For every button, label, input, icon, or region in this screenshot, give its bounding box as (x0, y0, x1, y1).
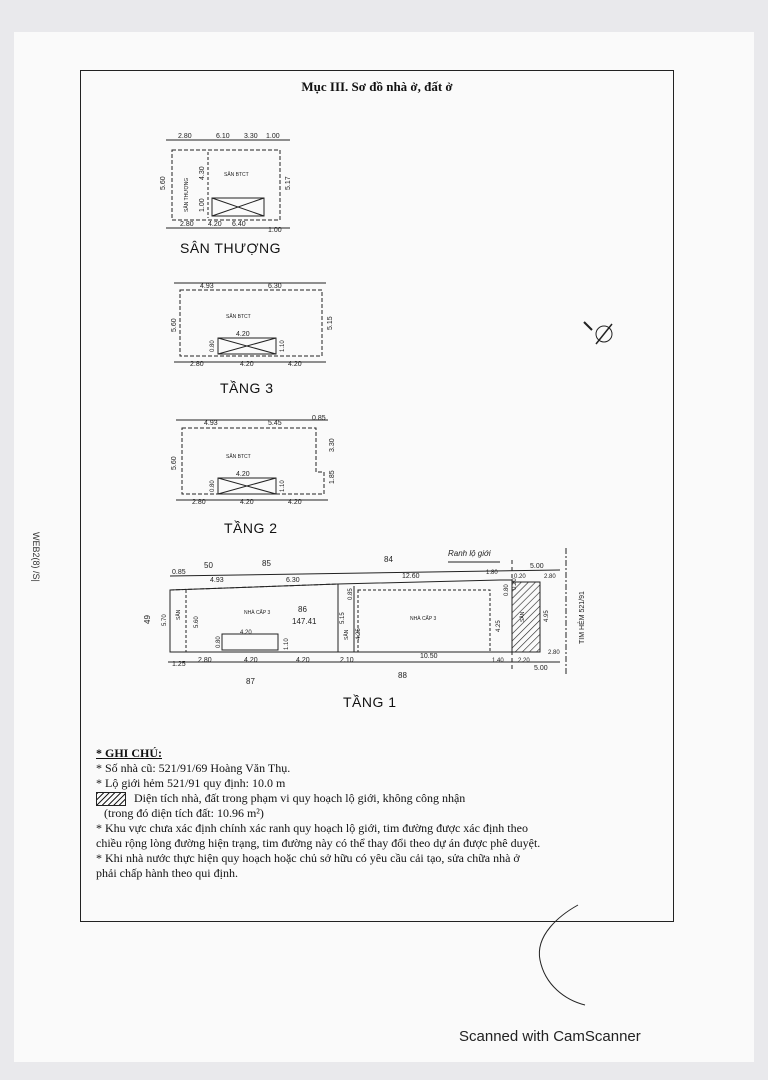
f1-inner-dim-2: 5.60 (194, 616, 200, 628)
f1-bottom-dim-1: 1.25 (172, 661, 186, 668)
roof-top-dim-4: 1.00 (266, 133, 280, 140)
notes-heading: * GHI CHÚ: (96, 746, 162, 760)
note4-line1: * Khi nhà nước thực hiện quy hoạch hoặc chủ sở hữu có yêu cầu cải tạo, sửa chữa nhà ở (96, 851, 520, 866)
north-arrow-icon (584, 322, 612, 344)
f1-street-label: TIM HẺM 521/91 (579, 591, 586, 644)
f3-inner-dim-3: 1.10 (280, 340, 286, 352)
f3-side-dim-2: 5.15 (327, 316, 334, 330)
floor2-label: TẦNG 2 (224, 520, 278, 536)
note-old-address: * Số nhà cũ: 521/91/69 Hoàng Văn Thụ. (96, 761, 291, 775)
f1-bottom-dim-4: 4.20 (296, 657, 310, 664)
floor3-plan (171, 283, 334, 368)
note-legend-line1: Diện tích nhà, đất trong phạm vi quy hoạch lộ giới, không công nhận (134, 791, 466, 805)
roof-side-dim-3: 1.00 (199, 198, 206, 212)
note3-line1: * Khu vực chưa xác định chính xác ranh quy hoạch lộ giới, tim đường được xác định theo (96, 821, 528, 836)
f1-inner-dim-7: 0.85 (348, 588, 354, 600)
f1-neighbor-plot-6: 87 (246, 677, 255, 686)
note-road-width: * Lộ giới hẻm 521/91 quy định: 10.0 m (96, 776, 286, 790)
f2-side-dim-2: 3.30 (329, 438, 336, 452)
f1-top-dim-3: 6.30 (286, 577, 300, 584)
f3-side-dim-1: 5.60 (171, 318, 178, 332)
f2-inner-dim-3: 1.10 (280, 480, 286, 492)
f1-top-dim-8: 5.00 (530, 563, 544, 570)
floor1-label: TẦNG 1 (343, 694, 397, 710)
f1-neighbor-plot-3: 84 (384, 555, 393, 564)
f1-neighbor-plot-5: 86 (298, 605, 307, 614)
roof-floor-label: SÂN THƯỢNG (180, 240, 282, 256)
note-legend (96, 791, 666, 806)
roof-bottom-dim-4: 1.00 (268, 227, 282, 234)
f1-top-dim-6: 0.20 (514, 574, 526, 580)
f1-neighbor-plot-4: 49 (143, 615, 152, 624)
roof-bottom-dim-2: 4.20 (208, 221, 222, 228)
f1-room-label-2: NHÀ CẤP 3 (410, 616, 437, 622)
roof-top-dim-3: 3.30 (244, 133, 258, 140)
f3-inner-dim-2: 0.80 (210, 340, 216, 352)
f1-bottom-dim-7: 1.40 (492, 658, 504, 664)
f3-inner-dim-1: 4.20 (236, 331, 250, 338)
f1-bottom-dim-6: 10.50 (420, 653, 438, 660)
note3-line2: chiều rộng lòng đường hiện trạng, tim đường này có thể thay đổi theo dự án được phê duyệt. (96, 836, 541, 851)
roof-top-dim-1: 2.80 (178, 133, 192, 140)
f2-top-dim-2: 5.45 (268, 420, 282, 427)
hatch-legend-icon (96, 792, 126, 806)
f2-side-dim-3: 1.85 (329, 470, 336, 484)
page-title: Mục III. Sơ đồ nhà ở, đất ở (301, 79, 453, 94)
note4-line2: phải chấp hành theo qui định. (96, 866, 238, 881)
f1-bottom-dim-10: 5.00 (534, 665, 548, 672)
f3-room-label: SÂN BTCT (226, 314, 251, 320)
floor1-plan (143, 548, 586, 686)
roof-room-label-1: SÂN THƯỢNG (184, 177, 190, 212)
f1-inner-dim-6: 5.15 (340, 612, 346, 624)
f1-inner-dim-4: 0.80 (216, 636, 222, 648)
roof-top-dim-2: 6.10 (216, 133, 230, 140)
f2-room-label: SÂN BTCT (226, 454, 251, 460)
roof-side-dim-4: 5.17 (285, 176, 292, 190)
f1-inner-dim-3: 4.20 (240, 630, 252, 636)
f2-inner-dim-2: 0.80 (210, 480, 216, 492)
f1-bottom-dim-8: 2.20 (518, 658, 530, 664)
roof-room-label-2: SÂN BTCT (224, 172, 249, 178)
f1-room-label-1: NHÀ CẤP 3 (244, 610, 271, 616)
f1-bottom-dim-9: 2.80 (548, 650, 560, 656)
notes-section (96, 746, 666, 881)
roof-bottom-dim-3: 6.40 (232, 221, 246, 228)
f3-bottom-dim-3: 4.20 (288, 361, 302, 368)
f1-inner-dim-10: 4.95 (544, 610, 550, 622)
note-legend-line2: (trong đó diện tích đất: 10.96 m²) (104, 806, 264, 821)
f1-bottom-dim-3: 4.20 (244, 657, 258, 664)
f2-bottom-dim-1: 2.80 (192, 499, 206, 506)
f1-inner-dim-9: 4.25 (496, 620, 502, 632)
scanner-watermark: Scanned with CamScanner (459, 1028, 641, 1045)
f1-room-label-5: SÂN (520, 611, 526, 622)
f1-inner-dim-5: 1.10 (284, 638, 290, 650)
f1-inner-dim-8: 4.25 (356, 628, 362, 640)
f1-top-dim-5: 1.80 (486, 570, 498, 576)
f1-top-dim-7: 2.80 (544, 574, 556, 580)
f1-neighbor-plot-7: 88 (398, 671, 407, 680)
floor3-label: TẦNG 3 (220, 380, 274, 396)
roof-side-dim-1: 5.60 (160, 176, 167, 190)
f1-inner-dim-12: 0.20 (512, 578, 518, 590)
f1-bottom-dim-5: 2.10 (340, 657, 354, 664)
f2-side-dim-1: 5.60 (171, 456, 178, 470)
f2-bottom-dim-2: 4.20 (240, 499, 254, 506)
f1-top-dim-4: 12.60 (402, 573, 420, 580)
f1-boundary-label: Ranh lộ giới (448, 549, 491, 558)
f1-bottom-dim-2: 2.80 (198, 657, 212, 664)
side-margin-marks: WEB2(8) /S| (31, 532, 41, 582)
f2-bottom-dim-3: 4.20 (288, 499, 302, 506)
f1-neighbor-plot-2: 85 (262, 559, 271, 568)
f1-area: 147.41 (292, 617, 317, 626)
handwritten-mark (539, 905, 585, 1005)
f1-room-label-3: SÂN (176, 609, 182, 620)
f1-room-label-4: SÂN (344, 629, 350, 640)
floor2-plan (171, 415, 336, 506)
f3-bottom-dim-1: 2.80 (190, 361, 204, 368)
roof-side-dim-2: 4.30 (199, 166, 206, 180)
f2-top-dim-3: 0.85 (312, 415, 326, 422)
bottom-bar (0, 1062, 768, 1080)
roof-plan (160, 133, 292, 234)
f3-bottom-dim-2: 4.20 (240, 361, 254, 368)
f1-top-dim-2: 4.93 (210, 577, 224, 584)
f1-neighbor-plot-1: 50 (204, 561, 213, 570)
f2-top-dim-1: 4.93 (204, 420, 218, 427)
f1-top-dim-1: 0.85 (172, 569, 186, 576)
f3-top-dim-2: 6.30 (268, 283, 282, 290)
roof-bottom-dim-1: 2.80 (180, 221, 194, 228)
f1-inner-dim-11: 0.80 (504, 584, 510, 596)
f3-top-dim-1: 4.93 (200, 283, 214, 290)
f1-inner-dim-1: 5.70 (162, 614, 168, 626)
f2-inner-dim-1: 4.20 (236, 471, 250, 478)
